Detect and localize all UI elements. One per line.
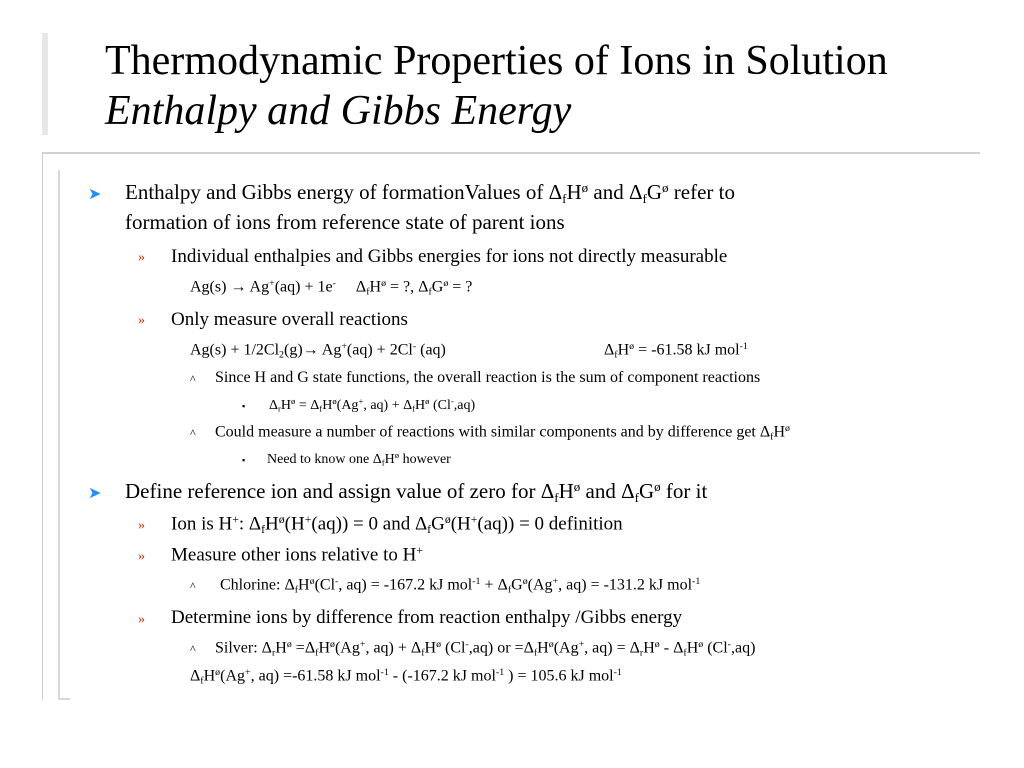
sum-equation: $\Delta_rH^ø = \Delta_fH^ø(Ag^+$, $aq) + \Delta_fH^ø$ (Cl-,aq)	[269, 396, 476, 414]
sub-bullet-determine: Determine ions by difference from reaction enthalpy /Gibbs energy	[171, 607, 683, 628]
caret-bullet-icon: ^	[190, 426, 196, 440]
chevron-bullet-icon: »	[138, 518, 145, 533]
bullet-1-line-2: formation of ions from reference state of parent ions	[125, 210, 565, 234]
sub-sub-bullet-difference: Could measure a number of reactions with similar components and by difference get $\Delta_fH^ø$	[215, 423, 790, 443]
silver-result: $\Delta_fH^ø(Ag^+$, aq) =-61.58 kJ mol$^{-1}$ - (-167.2 kJ mol$^{-1}$ ) = 105.6 kJ mol$^{-1}$	[190, 667, 622, 687]
title-subtitle: Enthalpy and Gibbs Energy	[105, 88, 572, 134]
sub-sub-bullet-state-functions: Since H and G state functions, the overall reaction is the sum of component reactions	[215, 369, 761, 386]
reaction-ag-chlorine: $Ag(s) + 1/2Cl_2(g)\to Ag^+(aq) + 2Cl^-$ (aq)	[190, 341, 446, 361]
bullet-1-line-1: Enthalpy and Gibbs energy of formationValues of $\Delta_fH^ø$ and $\Delta_fG^ø$ refer to	[125, 180, 735, 207]
chevron-bullet-icon: »	[138, 612, 145, 627]
chevron-bullet-icon: »	[138, 313, 145, 328]
silver-equation: Silver: $\Delta_rH^ø =\Delta_fH^ø(Ag^+$, $aq) + \Delta_fH^ø$ (Cl-,aq) or $=\Delta_fH^ø(Ag^+$, $aq) = \Delta_rH^ø - \Delta_fH^ø$ (Cl-,aq)	[215, 639, 756, 659]
reaction-ag-chlorine-enthalpy: $\Delta_fH^ø = -61.58$ kJ mol$^{-1}$	[604, 341, 748, 361]
chevron-bullet-icon: »	[138, 250, 145, 265]
sub-bullet-individual: Individual enthalpies and Gibbs energies for ions not directly measurable	[171, 246, 728, 267]
bullet-2-line-1: Define reference ion and assign value of zero for $\Delta_fH^ø$ and $\Delta_fG^ø$ for it	[125, 479, 708, 506]
sub-bullet-ion-h: Ion is H+: $\Delta_fH^ø(H^+(aq)) = 0$ and $\Delta_fG^ø(H^+(aq)) = 0$ definition	[171, 513, 623, 536]
need-to-know: Need to know one $\Delta_fH^ø$ however	[267, 450, 451, 468]
reaction-ag-ionization: Ag(s) → Ag+(aq) + 1e- $\Delta_fH^ø$ = ?, $\Delta_fG^ø$ = ?	[190, 278, 473, 298]
sub-bullet-measure-relative: Measure other ions relative to H+	[171, 544, 423, 566]
chevron-bullet-icon: »	[138, 549, 145, 564]
sub-bullet-overall: Only measure overall reactions	[171, 309, 408, 330]
chlorine-equation: Chlorine: $\Delta_fH^ø(Cl^-$, aq) = -167.2 kJ $mol^{-1} + \Delta_fG^ø(Ag^+$, aq) = -131.2 kJ mol$^{-1}$	[220, 576, 701, 596]
square-bullet-icon: ▪	[242, 401, 246, 411]
caret-bullet-icon: ^	[190, 642, 196, 656]
caret-bullet-icon: ^	[190, 372, 196, 386]
arrow-bullet-icon: ➤	[88, 485, 102, 502]
square-bullet-icon: ▪	[242, 455, 246, 465]
caret-bullet-icon: ^	[190, 579, 196, 593]
arrow-bullet-icon: ➤	[88, 186, 102, 203]
title-main: Thermodynamic Properties of Ions in Solution	[105, 38, 888, 84]
